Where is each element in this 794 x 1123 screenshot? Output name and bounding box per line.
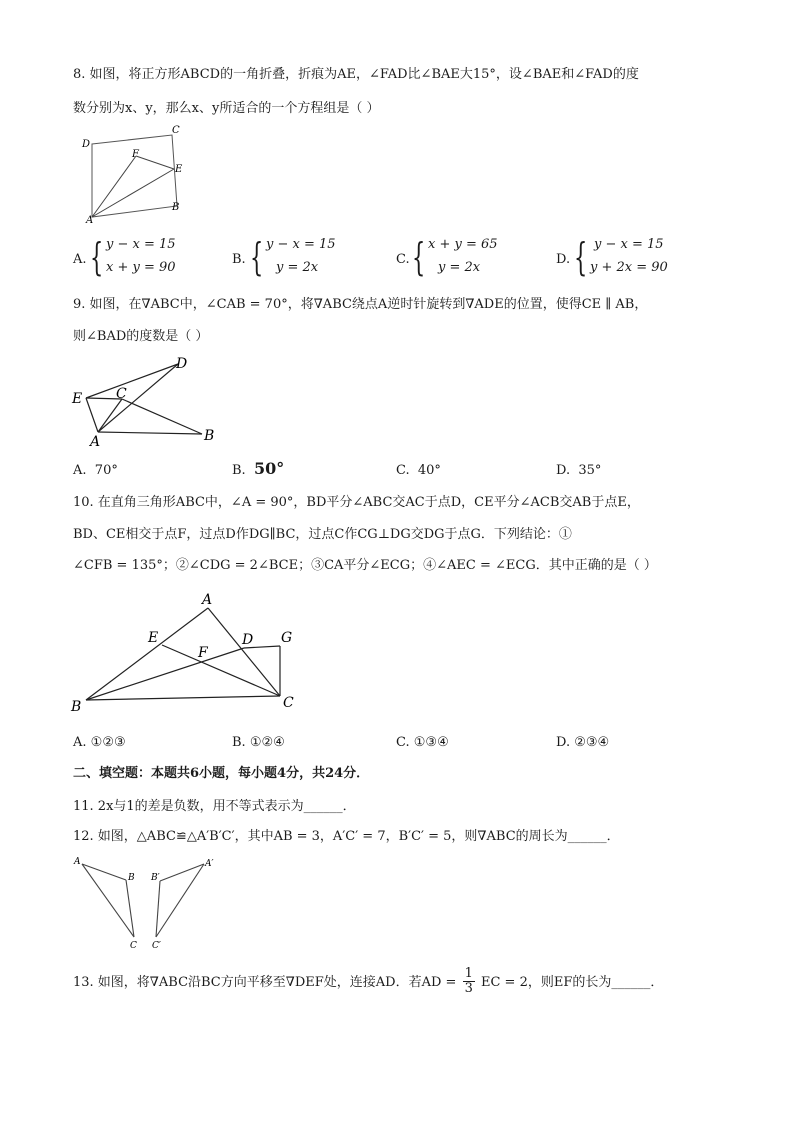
q8-label-C: C xyxy=(172,125,180,136)
q9-option-b[interactable] xyxy=(232,460,284,480)
q8-option-c-row1: x + y = 65 xyxy=(428,237,498,252)
q8-option-d-row1: y − x = 15 xyxy=(594,237,664,252)
q9-label-D: D xyxy=(176,356,188,372)
brace-icon: { xyxy=(412,235,426,279)
q8-figure xyxy=(80,124,190,224)
q12-stem: 12. 如图，△ABC≌△A′B′C′，其中AB = 3，A′C′ = 7，B′C′ = 5，则∇ABC的周长为______． xyxy=(73,829,620,844)
q10-label-G: G xyxy=(281,630,293,646)
q9-option-a-value: 70° xyxy=(94,463,118,478)
q9-figure xyxy=(70,352,220,452)
q10-option-b-label: B. xyxy=(232,735,246,750)
q10-stem-line1: 10. 在直角三角形ABC中，∠A = 90°，BD平分∠ABC交AC于点D，CE平分∠ACB交AB于点E， xyxy=(73,495,640,510)
q10-figure xyxy=(68,590,308,715)
q9-option-a-label: A. xyxy=(73,463,87,478)
q8-stem-line2: 数分别为x、y，那么x、y所适合的一个方程组是（ ） xyxy=(73,101,380,116)
q9-label-B: B xyxy=(204,428,215,444)
q10-label-C: C xyxy=(283,695,294,711)
q10-label-E: E xyxy=(148,630,159,646)
q8-label-A: A xyxy=(86,215,94,226)
q8-option-b-row1: y − x = 15 xyxy=(266,237,336,252)
brace-icon: { xyxy=(90,235,104,279)
q8-option-b-row2: y = 2x xyxy=(276,260,319,275)
brace-icon: { xyxy=(574,235,588,279)
q12-label-C: C xyxy=(130,941,137,951)
q10-option-d[interactable] xyxy=(556,734,609,752)
q9-option-d-label: D. xyxy=(556,463,571,478)
q8-option-a-label[interactable]: A. xyxy=(73,252,87,267)
q8-label-B: B xyxy=(172,202,180,213)
q13-post: EC = 2，则EF的长为______． xyxy=(480,975,664,990)
q8-option-c-row2: y = 2x xyxy=(438,260,481,275)
q10-option-d-label: D. xyxy=(556,735,571,750)
q12-label-B: B xyxy=(128,873,135,883)
q10-option-b-value: ①②④ xyxy=(249,735,285,750)
q9-option-c-value: 40° xyxy=(417,463,441,478)
q12-label-A: A xyxy=(74,857,81,867)
q13-stem xyxy=(73,968,663,997)
q10-option-a-value: ①②③ xyxy=(90,735,126,750)
q10-option-c[interactable] xyxy=(396,734,449,752)
q9-stem-line2: 则∠BAD的度数是（ ） xyxy=(73,329,209,344)
q12-label-A-prime: A′ xyxy=(205,859,214,869)
q9-label-A: A xyxy=(90,434,101,450)
q9-label-C: C xyxy=(116,386,127,402)
q8-stem-line1: 8. 如图，将正方形ABCD的一角折叠，折痕为AE，∠FAD比∠BAE大15°，设∠BAE和∠FAD的度 xyxy=(73,67,639,82)
q9-option-b-value: 50° xyxy=(253,459,285,478)
q13-frac-den: 3 xyxy=(464,981,473,996)
q11-stem: 11. 2x与1的差是负数，用不等式表示为______． xyxy=(73,799,356,814)
q8-option-d-row2: y + 2x = 90 xyxy=(590,260,668,275)
q8-option-d-label[interactable]: D. xyxy=(556,252,571,267)
q12-figure xyxy=(72,854,232,954)
q10-label-B: B xyxy=(71,699,82,715)
q10-option-c-value: ①③④ xyxy=(413,735,449,750)
q10-option-c-label: C. xyxy=(396,735,410,750)
q8-label-E: E xyxy=(175,164,183,175)
section-title: 二、填空题：本题共6小题，每小题4分，共24分． xyxy=(73,766,370,781)
q9-option-c[interactable] xyxy=(396,462,441,480)
q8-label-D: D xyxy=(82,139,91,150)
q9-label-E: E xyxy=(72,391,83,407)
q10-label-D: D xyxy=(242,632,254,648)
q10-option-a[interactable] xyxy=(73,734,126,752)
q13-fraction xyxy=(463,967,475,996)
q12-label-B-prime: B′ xyxy=(151,873,160,883)
brace-icon: { xyxy=(250,235,264,279)
q10-option-a-label: A. xyxy=(73,735,87,750)
q8-label-F: F xyxy=(132,149,139,160)
q9-stem-line1: 9. 如图，在∇ABC中，∠CAB = 70°，将∇ABC绕点A逆时针旋转到∇ADE的位置，使得CE ∥ AB， xyxy=(73,297,648,312)
q8-option-b-label[interactable]: B. xyxy=(232,252,246,267)
q9-option-a[interactable] xyxy=(73,462,118,480)
q13-frac-num: 1 xyxy=(464,966,473,981)
q9-option-b-label: B. xyxy=(232,463,246,478)
q8-option-c-label[interactable]: C. xyxy=(396,252,410,267)
q10-stem-line3: ∠CFB = 135°；②∠CDG = 2∠BCE；③CA平分∠ECG；④∠AEC = ∠ECG．其中正确的是（ ） xyxy=(73,558,657,573)
q10-label-A: A xyxy=(202,592,213,608)
q8-option-a-row2: x + y = 90 xyxy=(106,260,176,275)
q10-option-d-value: ②③④ xyxy=(574,735,610,750)
q10-stem-line2: BD、CE相交于点F，过点D作DG∥BC，过点C作CG⊥DG交DG于点G．下列结论：① xyxy=(73,527,572,542)
q12-label-C-prime: C′ xyxy=(152,941,161,951)
q8-option-a-row1: y − x = 15 xyxy=(106,237,176,252)
q10-option-b[interactable] xyxy=(232,734,285,752)
q10-label-F: F xyxy=(198,645,208,661)
q9-option-c-label: C. xyxy=(396,463,410,478)
q9-option-d-value: 35° xyxy=(578,463,602,478)
q9-option-d[interactable] xyxy=(556,462,601,480)
q13-pre: 13. 如图，将∇ABC沿BC方向平移至∇DEF处，连接AD．若AD = xyxy=(73,975,457,990)
